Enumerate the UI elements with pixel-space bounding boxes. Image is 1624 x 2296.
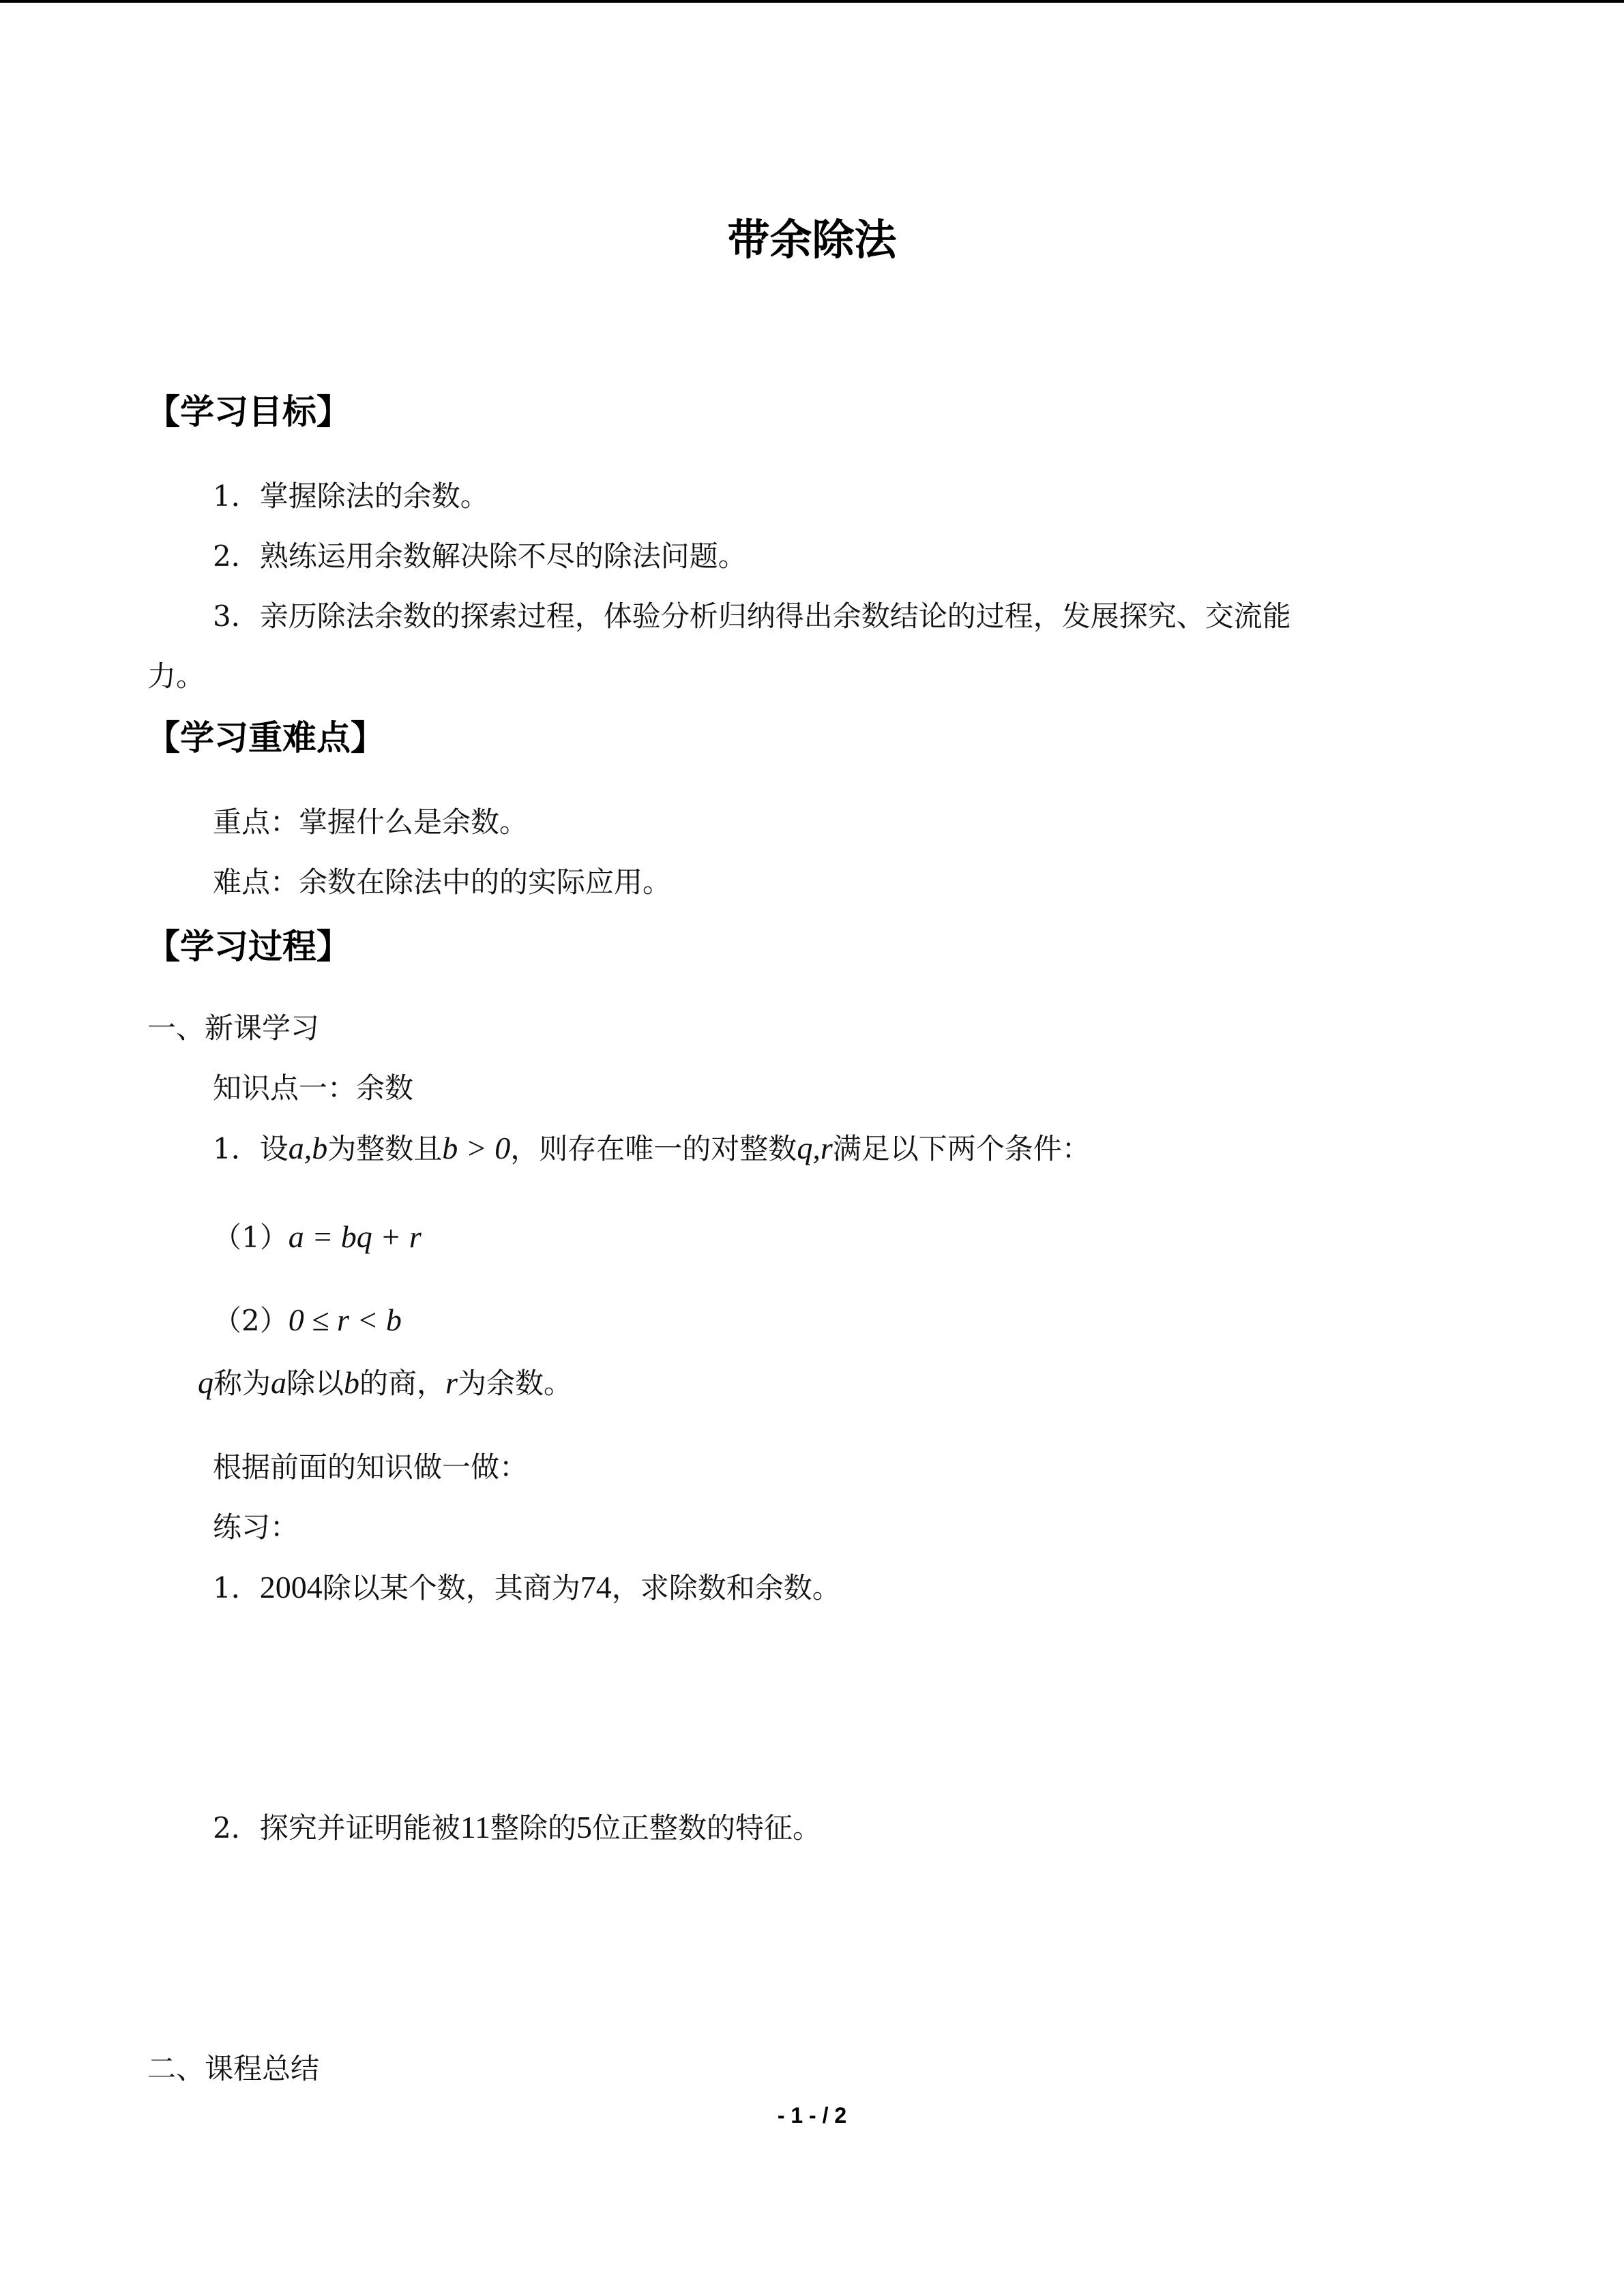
knowledge-point: 知识点一：余数 bbox=[213, 1071, 414, 1105]
goal-item-3-continued: 力。 bbox=[147, 659, 205, 693]
definition-text-2: 除以 bbox=[286, 1367, 344, 1400]
page-title: 带余除法 bbox=[727, 215, 897, 265]
theorem-text-1: 为整数且 bbox=[327, 1132, 443, 1165]
definition-text-3: 的商， bbox=[359, 1367, 446, 1400]
exercise-2-divisor: 11 bbox=[460, 1810, 491, 1845]
var-r: r bbox=[445, 1365, 458, 1400]
exercise-2-text-3: 位正整数的特征。 bbox=[592, 1811, 822, 1845]
exercise-2-text-2: 整除的 bbox=[490, 1811, 577, 1845]
new-lesson-heading: 一、新课学习 bbox=[147, 1011, 320, 1045]
goal-item-3: 3．亲历除法余数的探索过程，体验分析归纳得出余数结论的过程，发展探究、交流能 bbox=[213, 599, 1291, 633]
theorem-text-2: ，则存在唯一的对整数 bbox=[510, 1132, 797, 1165]
goal-item-2: 2．熟练运用余数解决除不尽的除法问题。 bbox=[213, 539, 747, 573]
condition-2-label: （2） bbox=[213, 1304, 289, 1337]
exercise-1 bbox=[213, 1568, 841, 1607]
exercise-2-text-1: 2．探究并证明能被 bbox=[213, 1811, 460, 1845]
page-number: - 1 - / 2 bbox=[777, 2103, 847, 2128]
theorem-text-3: 满足以下两个条件： bbox=[832, 1132, 1091, 1165]
practice-prompt: 根据前面的知识做一做： bbox=[213, 1450, 529, 1484]
exercise-1-quotient: 74 bbox=[580, 1570, 612, 1605]
hard-point: 难点：余数在除法中的的实际应用。 bbox=[213, 865, 672, 899]
condition-b-positive: b > 0 bbox=[442, 1131, 511, 1165]
exercise-1-text-2: ，求除数和余数。 bbox=[611, 1571, 841, 1605]
practice-label: 练习： bbox=[213, 1510, 299, 1544]
goals-heading: 【学习目标】 bbox=[146, 392, 351, 432]
variables-ab: a,b bbox=[288, 1131, 328, 1165]
goal-item-1: 1．掌握除法的余数。 bbox=[213, 479, 489, 513]
condition-1 bbox=[213, 1218, 422, 1257]
exercise-1-text-1: 除以某个数，其商为 bbox=[322, 1571, 580, 1605]
condition-2 bbox=[213, 1301, 402, 1340]
definition-text-1: 称为 bbox=[213, 1367, 271, 1400]
condition-2-formula: 0 ≤ r < b bbox=[288, 1302, 402, 1337]
top-border bbox=[0, 0, 1624, 3]
theorem-prefix: 1．设 bbox=[213, 1132, 289, 1165]
definition-text-4: 为余数。 bbox=[457, 1367, 572, 1400]
process-heading: 【学习过程】 bbox=[146, 927, 351, 966]
difficulty-heading: 【学习重难点】 bbox=[146, 718, 385, 758]
condition-1-formula: a = bq + r bbox=[288, 1219, 422, 1254]
exercise-1-dividend: 2004 bbox=[259, 1570, 323, 1605]
exercise-2 bbox=[213, 1808, 821, 1847]
division-theorem bbox=[213, 1129, 1091, 1168]
var-q: q bbox=[198, 1365, 213, 1400]
condition-1-label: （1） bbox=[213, 1221, 289, 1254]
var-b: b bbox=[344, 1365, 360, 1400]
key-point: 重点：掌握什么是余数。 bbox=[213, 805, 529, 839]
quotient-remainder-definition bbox=[198, 1364, 572, 1403]
exercise-1-number: 1． bbox=[213, 1571, 260, 1605]
exercise-2-digits: 5 bbox=[576, 1810, 593, 1845]
summary-heading: 二、课程总结 bbox=[147, 2052, 320, 2085]
variables-qr: q,r bbox=[797, 1131, 833, 1165]
var-a: a bbox=[271, 1365, 287, 1400]
